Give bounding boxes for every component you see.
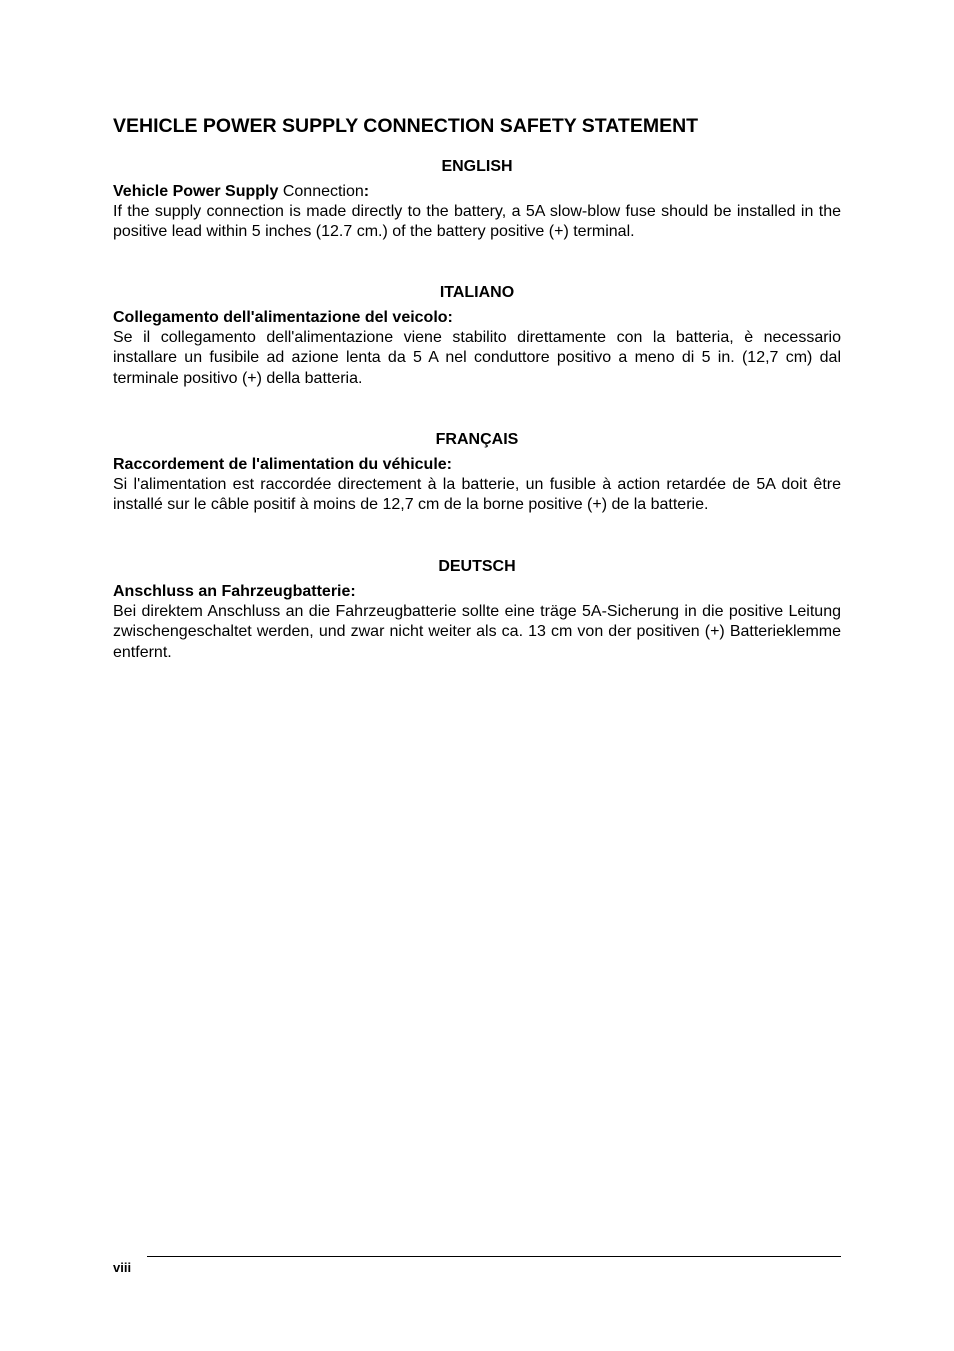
subheading-colon: : [363,183,370,200]
language-heading-francais: FRANÇAIS [435,431,519,448]
section-deutsch [113,557,841,663]
section-subheading-francais [113,455,841,475]
footer-divider [147,1256,841,1257]
section-francais [113,430,841,516]
section-italiano [113,283,841,389]
section-subheading-italiano [113,308,841,328]
subheading-normal-part: Connection [278,183,364,200]
language-heading-english: ENGLISH [441,158,513,175]
subheading-text: Anschluss an Fahrzeugbatterie: [113,583,356,600]
language-heading-italiano: ITALIANO [439,284,515,301]
section-text-francais: Si l'alimentation est raccordée directement à la batterie, un fusible à action retardée de 5A doit être installé sur le câble positif à moins de 12,7 cm de la borne positive (+) de la batterie. [113,476,841,514]
section-english [113,157,841,243]
page-number: viii [113,1260,132,1275]
section-subheading-english [113,182,841,202]
section-subheading-deutsch [113,582,841,602]
document-title: VEHICLE POWER SUPPLY CONNECTION SAFETY STATEMENT [113,115,699,137]
subheading-text: Raccordement de l'alimentation du véhicule: [113,456,452,473]
section-text-english: If the supply connection is made directly to the battery, a 5A slow-blow fuse should be installed in the positive lead within 5 inches (12.7 cm.) of the battery positive (+) terminal. [113,203,841,241]
section-text-italiano: Se il collegamento dell'alimentazione viene stabilito direttamente con la batteria, è necessario installare un fusibile ad azione lenta da 5 A nel conduttore positivo a meno di 5 in. (12,7 cm) dal terminale positivo (+) della batteria. [113,329,841,387]
section-text-deutsch: Bei direktem Anschluss an die Fahrzeugbatterie sollte eine träge 5A-Sicherung in die positive Leitung zwischengeschaltet werden, und zwar nicht weiter als ca. 13 cm von der positiven (+) Batterieklemme entfernt. [113,603,841,661]
subheading-text: Collegamento dell'alimentazione del veicolo: [113,309,453,326]
subheading-bold-part: Vehicle Power Supply [113,183,279,200]
language-heading-deutsch: DEUTSCH [438,558,516,575]
